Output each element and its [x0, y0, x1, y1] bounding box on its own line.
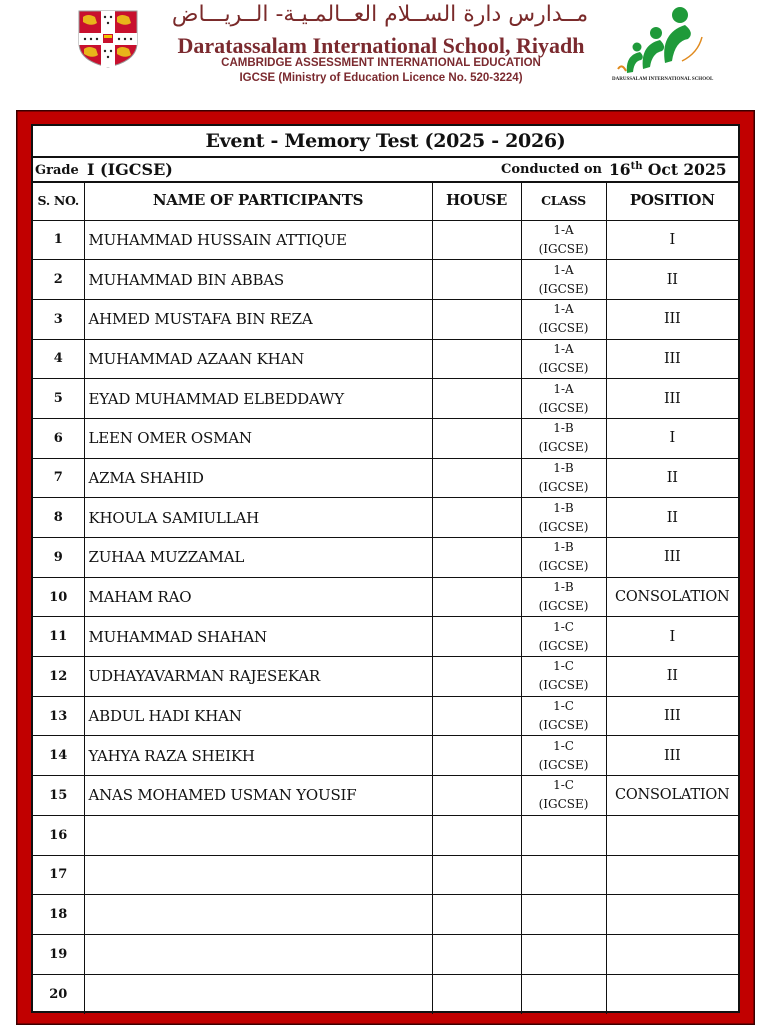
class-curriculum: (IGCSE) — [538, 797, 589, 812]
row-sno: 19 — [33, 934, 84, 974]
class-curriculum: (IGCSE) — [538, 718, 589, 733]
row-class — [521, 260, 606, 300]
row-class — [521, 538, 606, 578]
class-curriculum: (IGCSE) — [538, 559, 589, 574]
class-curriculum: (IGCSE) — [538, 678, 589, 693]
class-section: 1-C — [553, 659, 574, 674]
table-row — [33, 696, 738, 736]
row-position: III — [606, 379, 738, 419]
table-row — [33, 498, 738, 538]
row-position: CONSOLATION — [606, 776, 738, 816]
event-title: Event - Memory Test (2025 - 2026) — [33, 126, 738, 158]
table-row — [33, 776, 738, 816]
class-section: 1-B — [553, 540, 574, 555]
class-curriculum: (IGCSE) — [538, 479, 589, 494]
row-sno: 17 — [33, 855, 84, 895]
row-position: III — [606, 736, 738, 776]
class-section: 1-C — [553, 778, 574, 793]
letterhead — [0, 0, 766, 100]
class-section: 1-C — [553, 619, 574, 634]
row-house — [432, 498, 521, 538]
row-position: III — [606, 299, 738, 339]
row-participant-name: MUHAMMAD HUSSAIN ATTIQUE — [84, 220, 432, 260]
row-sno: 10 — [33, 577, 84, 617]
row-participant-name: EYAD MUHAMMAD ELBEDDAWY — [84, 379, 432, 419]
header-name: NAME OF PARTICIPANTS — [84, 181, 432, 220]
row-class — [521, 577, 606, 617]
header-house: HOUSE — [432, 181, 521, 220]
class-curriculum: (IGCSE) — [538, 440, 589, 455]
row-house — [432, 657, 521, 697]
row-participant-name — [84, 815, 432, 855]
grade-label: Grade — [35, 163, 79, 178]
row-sno: 18 — [33, 895, 84, 935]
table-row — [33, 299, 738, 339]
row-position: III — [606, 538, 738, 578]
header-class: CLASS — [521, 181, 606, 220]
row-house — [432, 577, 521, 617]
row-class — [521, 498, 606, 538]
row-house — [432, 934, 521, 974]
row-class — [521, 299, 606, 339]
row-sno: 12 — [33, 657, 84, 697]
results-sheet — [31, 124, 740, 1013]
darussalam-logo-icon — [610, 3, 710, 78]
header-sno: S. NO. — [33, 181, 84, 220]
row-house — [432, 736, 521, 776]
row-position — [606, 895, 738, 935]
class-section: 1-A — [553, 262, 574, 277]
row-house — [432, 220, 521, 260]
table-row — [33, 379, 738, 419]
class-section: 1-A — [553, 341, 574, 356]
row-sno: 4 — [33, 339, 84, 379]
row-participant-name — [84, 934, 432, 974]
row-sno: 7 — [33, 458, 84, 498]
row-participant-name: ABDUL HADI KHAN — [84, 696, 432, 736]
row-sno: 20 — [33, 974, 84, 1014]
row-participant-name: AHMED MUSTAFA BIN REZA — [84, 299, 432, 339]
row-class — [521, 458, 606, 498]
row-participant-name: UDHAYAVARMAN RAJESEKAR — [84, 657, 432, 697]
class-section: 1-B — [553, 580, 574, 595]
class-section: 1-C — [553, 738, 574, 753]
row-participant-name: KHOULA SAMIULLAH — [84, 498, 432, 538]
date-month-year: Oct 2025 — [647, 160, 727, 179]
row-class — [521, 815, 606, 855]
row-sno: 14 — [33, 736, 84, 776]
class-section: 1-B — [553, 500, 574, 515]
table-header-row — [33, 181, 738, 220]
row-participant-name — [84, 855, 432, 895]
row-class — [521, 895, 606, 935]
row-house — [432, 815, 521, 855]
school-name: Daratassalam International School, Riyadh — [177, 33, 585, 58]
row-sno: 15 — [33, 776, 84, 816]
row-participant-name — [84, 974, 432, 1014]
table-row — [33, 815, 738, 855]
table-row — [33, 895, 738, 935]
table-row — [33, 736, 738, 776]
row-class — [521, 657, 606, 697]
table-row — [33, 260, 738, 300]
row-house — [432, 538, 521, 578]
table-row — [33, 339, 738, 379]
school-name-arabic: مــدارس دارة الســلام العــالمـيـة- الــريـــاض — [171, 2, 589, 27]
row-class — [521, 696, 606, 736]
class-curriculum: (IGCSE) — [538, 599, 589, 614]
row-class — [521, 617, 606, 657]
row-class — [521, 418, 606, 458]
row-house — [432, 379, 521, 419]
row-house — [432, 260, 521, 300]
row-sno: 2 — [33, 260, 84, 300]
row-participant-name: YAHYA RAZA SHEIKH — [84, 736, 432, 776]
table-row — [33, 577, 738, 617]
class-curriculum: (IGCSE) — [538, 321, 589, 336]
row-house — [432, 617, 521, 657]
class-curriculum: (IGCSE) — [538, 400, 589, 415]
row-class — [521, 339, 606, 379]
row-house — [432, 974, 521, 1014]
class-section: 1-C — [553, 699, 574, 714]
row-position: II — [606, 260, 738, 300]
table-row — [33, 934, 738, 974]
class-curriculum: (IGCSE) — [538, 241, 589, 256]
row-house — [432, 696, 521, 736]
row-position — [606, 815, 738, 855]
table-row — [33, 538, 738, 578]
row-house — [432, 895, 521, 935]
row-position: III — [606, 696, 738, 736]
class-section: 1-A — [553, 302, 574, 317]
row-house — [432, 776, 521, 816]
row-participant-name — [84, 895, 432, 935]
row-position: I — [606, 418, 738, 458]
table-row — [33, 418, 738, 458]
licence-number: IGCSE (Ministry of Education Licence No. 520-3224) — [239, 72, 523, 84]
class-curriculum: (IGCSE) — [538, 757, 589, 772]
row-position: I — [606, 220, 738, 260]
participants-table — [33, 181, 738, 1014]
conducted-label: Conducted on — [501, 162, 602, 177]
row-class — [521, 934, 606, 974]
class-section: 1-B — [553, 421, 574, 436]
row-participant-name: MUHAMMAD BIN ABBAS — [84, 260, 432, 300]
row-participant-name: ZUHAA MUZZAMAL — [84, 538, 432, 578]
row-sno: 1 — [33, 220, 84, 260]
row-class — [521, 776, 606, 816]
class-curriculum: (IGCSE) — [538, 638, 589, 653]
row-position — [606, 855, 738, 895]
conducted-date — [609, 160, 727, 179]
class-curriculum: (IGCSE) — [538, 281, 589, 296]
class-section: 1-A — [553, 381, 574, 396]
table-row — [33, 458, 738, 498]
row-house — [432, 855, 521, 895]
cambridge-crest-icon — [77, 9, 139, 69]
grade-value: I (IGCSE) — [87, 160, 173, 179]
date-day: 16 — [609, 160, 631, 179]
row-class — [521, 736, 606, 776]
row-class — [521, 974, 606, 1014]
table-row — [33, 617, 738, 657]
table-row — [33, 855, 738, 895]
row-house — [432, 299, 521, 339]
row-class — [521, 379, 606, 419]
row-sno: 6 — [33, 418, 84, 458]
row-sno: 13 — [33, 696, 84, 736]
logo-caption: DARUSSALAM INTERNATIONAL SCHOOL — [612, 77, 714, 82]
exam-board: CAMBRIDGE ASSESSMENT INTERNATIONAL EDUCATION — [221, 57, 541, 69]
date-suffix: th — [630, 161, 643, 172]
row-position: II — [606, 498, 738, 538]
row-house — [432, 458, 521, 498]
table-row — [33, 657, 738, 697]
class-section: 1-A — [553, 222, 574, 237]
row-position: II — [606, 458, 738, 498]
row-sno: 16 — [33, 815, 84, 855]
table-row — [33, 220, 738, 260]
row-position: CONSOLATION — [606, 577, 738, 617]
header-position: POSITION — [606, 181, 738, 220]
grade-date-row — [33, 158, 738, 183]
row-sno: 8 — [33, 498, 84, 538]
row-position — [606, 934, 738, 974]
row-house — [432, 339, 521, 379]
row-participant-name: LEEN OMER OSMAN — [84, 418, 432, 458]
table-row — [33, 974, 738, 1014]
class-curriculum: (IGCSE) — [538, 360, 589, 375]
row-sno: 11 — [33, 617, 84, 657]
row-participant-name: MUHAMMAD SHAHAN — [84, 617, 432, 657]
class-section: 1-B — [553, 460, 574, 475]
table-body — [33, 220, 738, 1014]
row-participant-name: AZMA SHAHID — [84, 458, 432, 498]
row-sno: 5 — [33, 379, 84, 419]
row-class — [521, 855, 606, 895]
row-position: I — [606, 617, 738, 657]
row-position — [606, 974, 738, 1014]
row-position: II — [606, 657, 738, 697]
row-participant-name: ANAS MOHAMED USMAN YOUSIF — [84, 776, 432, 816]
row-sno: 9 — [33, 538, 84, 578]
row-position: III — [606, 339, 738, 379]
row-house — [432, 418, 521, 458]
row-sno: 3 — [33, 299, 84, 339]
row-participant-name: MAHAM RAO — [84, 577, 432, 617]
row-class — [521, 220, 606, 260]
row-participant-name: MUHAMMAD AZAAN KHAN — [84, 339, 432, 379]
class-curriculum: (IGCSE) — [538, 519, 589, 534]
